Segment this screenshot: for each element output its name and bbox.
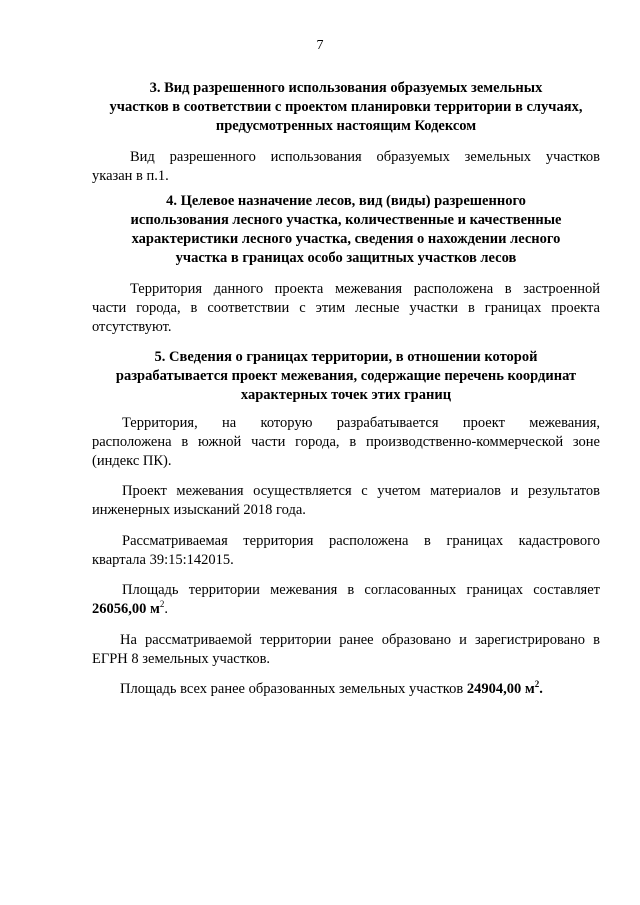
paragraph-line: квартала 39:15:142015. xyxy=(92,552,234,568)
section-3-heading xyxy=(92,79,600,136)
sentence-end: . xyxy=(164,601,169,617)
heading-line: характерных точек этих границ xyxy=(240,387,452,403)
heading-line: предусмотренных настоящим Кодексом xyxy=(215,118,477,134)
paragraph-line: отсутствуют. xyxy=(92,319,172,335)
page-number: 7 xyxy=(316,38,324,53)
section-4-heading xyxy=(92,192,600,268)
section-5-paragraph-1 xyxy=(92,414,600,471)
heading-line: 3. Вид разрешенного использования образуемых земельных xyxy=(149,80,543,96)
paragraph-line: Территория, на которую разрабатывается проект межевания, xyxy=(122,415,600,431)
section-5-paragraph-3 xyxy=(92,532,600,570)
paragraph-line: Проект межевания осуществляется с учетом материалов и результатов xyxy=(122,483,600,499)
total-area-unit-exponent: 2 xyxy=(534,679,540,690)
paragraph-line: Площадь территории межевания в согласованных границах составляет xyxy=(122,582,600,598)
heading-line: 4. Целевое назначение лесов, вид (виды) разрешенного xyxy=(166,193,526,209)
paragraph-line: инженерных изысканий 2018 года. xyxy=(92,502,306,518)
heading-line: 5. Сведения о границах территории, в отношении которой xyxy=(154,349,538,365)
total-area-value xyxy=(467,681,543,697)
section-5-paragraph-6 xyxy=(92,680,600,699)
paragraph-line xyxy=(92,600,600,619)
area-value: 26056,00 м xyxy=(92,601,160,617)
paragraph-line: Рассматриваемая территория расположена в границах кадастрового xyxy=(122,533,600,549)
section-3-paragraph xyxy=(92,148,600,186)
section-5-paragraph-5 xyxy=(92,631,600,669)
section-4-paragraph xyxy=(92,280,600,337)
section-5-heading xyxy=(92,348,600,405)
paragraph-line: (индекс ПК). xyxy=(92,453,172,469)
heading-line: разрабатывается проект межевания, содержащие перечень координат xyxy=(115,368,577,384)
area-unit-exponent: 2 xyxy=(159,599,165,610)
paragraph-line: расположена в южной части города, в производственно-коммерческой зоне xyxy=(92,434,600,450)
section-5-paragraph-2 xyxy=(92,482,600,520)
heading-line: участков в соответствии с проектом планировки территории в случаях, xyxy=(109,99,583,115)
heading-line: характеристики лесного участка, сведения о нахождении лесного xyxy=(131,231,561,247)
paragraph-line: На рассматриваемой территории ранее образовано и зарегистрировано в xyxy=(120,632,600,648)
paragraph-line xyxy=(92,680,600,699)
paragraph-line: указан в п.1. xyxy=(92,168,169,184)
sentence-end: . xyxy=(539,681,543,697)
paragraph-line: Вид разрешенного использования образуемых земельных участков xyxy=(130,149,600,165)
heading-line: использования лесного участка, количественные и качественные xyxy=(130,212,562,228)
paragraph-line: Территория данного проекта межевания расположена в застроенной xyxy=(130,281,600,297)
total-area-text: Площадь всех ранее образованных земельных участков xyxy=(120,681,464,697)
paragraph-line: части города, в соответствии с этим лесные участки в границах проекта xyxy=(92,300,600,316)
total-area-number: 24904,00 м xyxy=(466,681,535,697)
paragraph-line: ЕГРН 8 земельных участков. xyxy=(92,651,271,667)
section-5-paragraph-4 xyxy=(92,581,600,619)
heading-line: участка в границах особо защитных участков лесов xyxy=(175,250,517,266)
